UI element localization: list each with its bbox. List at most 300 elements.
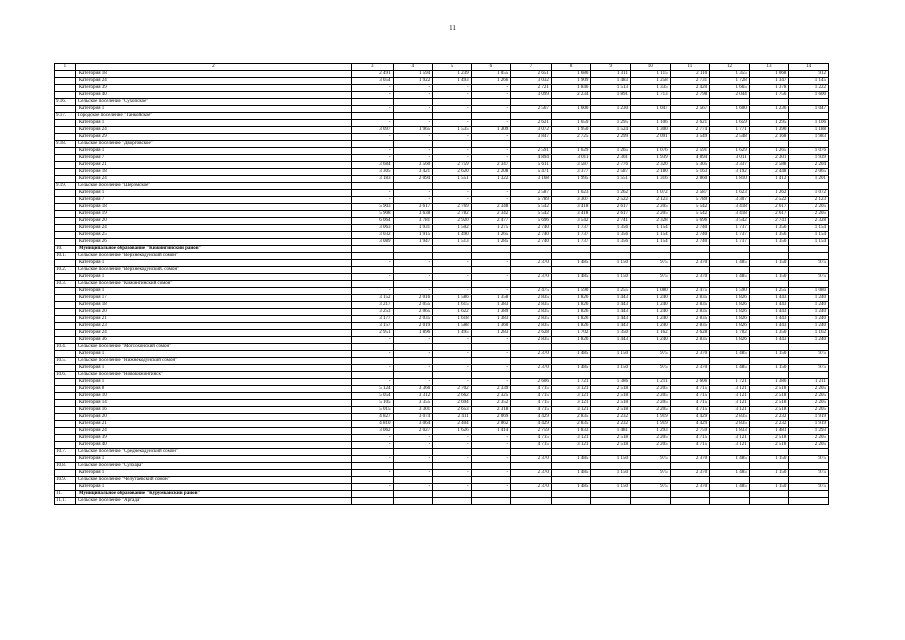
value-cell: 2 370 bbox=[511, 274, 552, 281]
row-number bbox=[55, 155, 76, 162]
value-cell: - bbox=[351, 365, 393, 372]
value-cell: 5 124 bbox=[351, 386, 393, 393]
empty-cell bbox=[789, 267, 829, 274]
empty-cell bbox=[393, 267, 433, 274]
value-cell: - bbox=[471, 148, 511, 155]
column-header: 6 bbox=[471, 64, 511, 71]
empty-cell bbox=[551, 183, 591, 190]
empty-cell bbox=[551, 99, 591, 106]
empty-cell bbox=[591, 491, 631, 498]
empty-cell bbox=[433, 281, 472, 288]
value-cell: 1 150 bbox=[749, 470, 789, 477]
table-row bbox=[55, 78, 829, 85]
value-cell: - bbox=[393, 456, 433, 463]
empty-cell bbox=[551, 449, 591, 456]
value-cell: 2 477 bbox=[471, 218, 511, 225]
settlement-row bbox=[55, 253, 829, 260]
value-cell: - bbox=[393, 197, 433, 204]
value-cell: 1 154 bbox=[631, 239, 671, 246]
value-cell: 1 240 bbox=[631, 309, 671, 316]
value-cell: 1 150 bbox=[591, 274, 631, 281]
empty-cell bbox=[433, 141, 472, 148]
value-cell: 2 662 bbox=[433, 393, 472, 400]
empty-cell bbox=[710, 449, 750, 456]
value-cell: 1 236 bbox=[749, 106, 789, 113]
value-cell: 1 106 bbox=[789, 120, 829, 127]
value-cell: - bbox=[471, 106, 511, 113]
value-cell: 3 121 bbox=[551, 435, 591, 442]
column-header: 4 bbox=[393, 64, 433, 71]
value-cell: - bbox=[471, 456, 511, 463]
value-cell: 1 588 bbox=[433, 323, 472, 330]
row-number bbox=[55, 421, 76, 428]
empty-cell bbox=[749, 491, 789, 498]
value-cell: 4 429 bbox=[670, 414, 710, 421]
empty-cell bbox=[670, 281, 710, 288]
value-cell: 1 047 bbox=[789, 106, 829, 113]
value-cell: 3 099 bbox=[511, 92, 552, 99]
value-cell: 1 443 bbox=[591, 337, 631, 344]
table-row bbox=[55, 106, 829, 113]
value-cell: 2 205 bbox=[789, 393, 829, 400]
value-cell: 3 089 bbox=[351, 239, 393, 246]
empty-cell bbox=[351, 491, 393, 498]
value-cell: - bbox=[393, 106, 433, 113]
value-cell: 1 356 bbox=[749, 239, 789, 246]
value-cell: 3 032 bbox=[351, 232, 393, 239]
value-cell: 1 915 bbox=[393, 232, 433, 239]
value-cell: 2 769 bbox=[433, 204, 472, 211]
empty-cell bbox=[789, 498, 829, 505]
value-cell: 1 265 bbox=[749, 148, 789, 155]
empty-cell bbox=[471, 113, 511, 120]
empty-cell bbox=[670, 246, 710, 253]
value-cell: 975 bbox=[789, 351, 829, 358]
value-cell: 5 789 bbox=[670, 197, 710, 204]
value-cell: 2 567 bbox=[511, 106, 552, 113]
empty-cell bbox=[591, 253, 631, 260]
value-cell: 2 835 bbox=[511, 316, 552, 323]
table-row bbox=[55, 197, 829, 204]
value-cell: 1 623 bbox=[551, 190, 591, 197]
value-cell: 3 011 bbox=[710, 155, 750, 162]
value-cell: - bbox=[433, 148, 472, 155]
value-cell: 1 150 bbox=[591, 260, 631, 267]
category-name: Категория 24 bbox=[75, 330, 351, 337]
row-number bbox=[55, 428, 76, 435]
value-cell: - bbox=[433, 442, 472, 449]
empty-cell bbox=[789, 183, 829, 190]
empty-cell bbox=[670, 253, 710, 260]
value-cell: 1 615 bbox=[433, 302, 472, 309]
value-cell: 3 337 bbox=[710, 162, 750, 169]
value-cell: 1 154 bbox=[631, 225, 671, 232]
empty-cell bbox=[670, 491, 710, 498]
empty-cell bbox=[551, 253, 591, 260]
column-header: 11 bbox=[670, 64, 710, 71]
empty-cell bbox=[631, 477, 671, 484]
value-cell: 1 293 bbox=[789, 428, 829, 435]
value-cell: 1 995 bbox=[551, 176, 591, 183]
value-cell: 2 617 bbox=[591, 204, 631, 211]
value-cell: 2 591 bbox=[670, 148, 710, 155]
category-name: Категория 17 bbox=[75, 295, 351, 302]
value-cell: - bbox=[471, 442, 511, 449]
value-cell: 2 740 bbox=[511, 225, 552, 232]
value-cell: 1 502 bbox=[433, 225, 472, 232]
value-cell: 975 bbox=[789, 274, 829, 281]
empty-cell bbox=[551, 358, 591, 365]
empty-cell bbox=[351, 246, 393, 253]
empty-cell bbox=[749, 113, 789, 120]
value-cell: 3 421 bbox=[393, 169, 433, 176]
empty-cell bbox=[749, 281, 789, 288]
empty-cell bbox=[670, 498, 710, 505]
settlement-row bbox=[55, 449, 829, 456]
empty-cell bbox=[511, 267, 552, 274]
empty-cell bbox=[511, 253, 552, 260]
value-cell: 1 154 bbox=[789, 239, 829, 246]
value-cell: 2 420 bbox=[670, 85, 710, 92]
value-cell: 2 232 bbox=[591, 421, 631, 428]
value-cell: 3 307 bbox=[551, 197, 591, 204]
empty-cell bbox=[749, 344, 789, 351]
settlement-row bbox=[55, 267, 829, 274]
value-cell: 1 383 bbox=[471, 302, 511, 309]
value-cell: 1 493 bbox=[433, 78, 472, 85]
value-cell: 3 847 bbox=[511, 134, 552, 141]
table-row bbox=[55, 134, 829, 141]
value-cell: 975 bbox=[631, 351, 671, 358]
value-cell: 1 258 bbox=[631, 78, 671, 85]
value-cell: - bbox=[433, 337, 472, 344]
value-cell: 4 715 bbox=[511, 400, 552, 407]
value-cell: 1 939 bbox=[789, 155, 829, 162]
empty-cell bbox=[551, 267, 591, 274]
value-cell: 1 265 bbox=[471, 232, 511, 239]
empty-cell bbox=[631, 498, 671, 505]
value-cell: 1 358 bbox=[471, 295, 511, 302]
row-number bbox=[55, 134, 76, 141]
row-number: 10.7. bbox=[55, 449, 76, 456]
value-cell: - bbox=[471, 351, 511, 358]
value-cell: 1 150 bbox=[591, 365, 631, 372]
empty-cell bbox=[591, 113, 631, 120]
value-cell: 1 154 bbox=[631, 232, 671, 239]
value-cell: 3 121 bbox=[710, 393, 750, 400]
table-row bbox=[55, 323, 829, 330]
value-cell: 1 600 bbox=[789, 92, 829, 99]
value-cell: - bbox=[471, 484, 511, 491]
value-cell: 1 939 bbox=[631, 155, 671, 162]
row-number: 9.16. bbox=[55, 99, 76, 106]
value-cell: 1 443 bbox=[749, 316, 789, 323]
category-name: Категория 40 bbox=[75, 92, 351, 99]
category-name: Категория 19 bbox=[75, 211, 351, 218]
category-name: Категория 1 bbox=[75, 484, 351, 491]
value-cell: 2 370 bbox=[511, 470, 552, 477]
municipality-name: Муниципальное образование "Курумканский район" bbox=[75, 491, 351, 498]
category-name: Категория 40 bbox=[75, 442, 351, 449]
value-cell: 1 756 bbox=[749, 92, 789, 99]
value-cell: - bbox=[393, 288, 433, 295]
empty-cell bbox=[710, 491, 750, 498]
value-cell: 975 bbox=[631, 365, 671, 372]
value-cell: 2 835 bbox=[670, 316, 710, 323]
value-cell: 1 622 bbox=[433, 309, 472, 316]
value-cell: 2 518 bbox=[591, 400, 631, 407]
empty-cell bbox=[631, 463, 671, 470]
empty-cell bbox=[511, 246, 552, 253]
value-cell: 3 121 bbox=[710, 400, 750, 407]
value-cell: 2 370 bbox=[670, 365, 710, 372]
empty-cell bbox=[351, 358, 393, 365]
value-cell: 1 443 bbox=[749, 309, 789, 316]
value-cell: 2 019 bbox=[393, 323, 433, 330]
value-cell: 3 121 bbox=[551, 400, 591, 407]
value-cell: 6 064 bbox=[351, 218, 393, 225]
value-cell: 1 659 bbox=[710, 120, 750, 127]
value-cell: 3 121 bbox=[551, 386, 591, 393]
value-cell: 2 491 bbox=[351, 71, 393, 78]
value-cell: 1 485 bbox=[710, 484, 750, 491]
value-cell: 2 318 bbox=[471, 407, 511, 414]
empty-cell bbox=[591, 463, 631, 470]
empty-cell bbox=[591, 449, 631, 456]
value-cell: 2 044 bbox=[710, 92, 750, 99]
column-header-row bbox=[55, 64, 829, 71]
value-cell: 2 055 bbox=[393, 302, 433, 309]
value-cell: 1 154 bbox=[789, 225, 829, 232]
value-cell: - bbox=[433, 134, 472, 141]
empty-cell bbox=[511, 372, 552, 379]
value-cell: - bbox=[471, 288, 511, 295]
value-cell: - bbox=[393, 337, 433, 344]
category-name: Категория 10 bbox=[75, 393, 351, 400]
value-cell: 2 232 bbox=[749, 421, 789, 428]
value-cell: 2 518 bbox=[591, 407, 631, 414]
value-cell: 1 721 bbox=[710, 379, 750, 386]
value-cell: 2 205 bbox=[789, 435, 829, 442]
value-cell: 1 737 bbox=[710, 239, 750, 246]
value-cell: 2 759 bbox=[433, 162, 472, 169]
empty-cell bbox=[393, 183, 433, 190]
value-cell: - bbox=[433, 365, 472, 372]
table-row bbox=[55, 148, 829, 155]
value-cell: 2 835 bbox=[710, 414, 750, 421]
value-cell: - bbox=[433, 92, 472, 99]
value-cell: 1 150 bbox=[591, 484, 631, 491]
empty-cell bbox=[351, 253, 393, 260]
value-cell: 1 265 bbox=[591, 148, 631, 155]
value-cell: 5 696 bbox=[511, 218, 552, 225]
value-cell: 2 205 bbox=[631, 442, 671, 449]
value-cell: 3 305 bbox=[351, 169, 393, 176]
value-cell: 2 301 bbox=[749, 155, 789, 162]
value-cell: - bbox=[393, 260, 433, 267]
row-number bbox=[55, 169, 76, 176]
empty-cell bbox=[393, 253, 433, 260]
empty-cell bbox=[551, 463, 591, 470]
value-cell: 4 715 bbox=[511, 435, 552, 442]
empty-cell bbox=[789, 358, 829, 365]
value-cell: 1 737 bbox=[710, 225, 750, 232]
value-cell: 1 919 bbox=[631, 414, 671, 421]
value-cell: 1 222 bbox=[789, 85, 829, 92]
value-cell: 1 356 bbox=[591, 232, 631, 239]
value-cell: 1 826 bbox=[710, 302, 750, 309]
empty-cell bbox=[670, 463, 710, 470]
value-cell: - bbox=[351, 456, 393, 463]
empty-cell bbox=[551, 477, 591, 484]
empty-cell bbox=[433, 113, 472, 120]
category-name: Категория 24 bbox=[75, 225, 351, 232]
value-cell: 4 715 bbox=[511, 407, 552, 414]
empty-cell bbox=[591, 358, 631, 365]
empty-cell bbox=[591, 498, 631, 505]
empty-cell bbox=[789, 141, 829, 148]
value-cell: 2 352 bbox=[471, 400, 511, 407]
empty-cell bbox=[393, 281, 433, 288]
value-cell: 1 931 bbox=[393, 225, 433, 232]
value-cell: 4 715 bbox=[670, 386, 710, 393]
table-row bbox=[55, 407, 829, 414]
value-cell: - bbox=[471, 365, 511, 372]
value-cell: 2 835 bbox=[511, 309, 552, 316]
empty-cell bbox=[551, 498, 591, 505]
value-cell: 1 495 bbox=[433, 330, 472, 337]
value-cell: 1 262 bbox=[591, 190, 631, 197]
value-cell: 3 684 bbox=[351, 162, 393, 169]
value-cell: 2 651 bbox=[511, 71, 552, 78]
row-number bbox=[55, 400, 76, 407]
value-cell: 1 513 bbox=[591, 85, 631, 92]
value-cell: 2 370 bbox=[511, 484, 552, 491]
value-cell: 4 715 bbox=[670, 393, 710, 400]
empty-cell bbox=[433, 358, 472, 365]
value-cell: - bbox=[471, 197, 511, 204]
value-cell: - bbox=[433, 260, 472, 267]
table-row bbox=[55, 232, 829, 239]
value-cell: 1 485 bbox=[710, 456, 750, 463]
category-name: Категория 1 bbox=[75, 148, 351, 155]
value-cell: 1 076 bbox=[631, 148, 671, 155]
value-cell: 2 522 bbox=[749, 197, 789, 204]
value-cell: 1 771 bbox=[710, 127, 750, 134]
row-number bbox=[55, 211, 76, 218]
value-cell: - bbox=[393, 351, 433, 358]
table-row bbox=[55, 85, 829, 92]
value-cell: 1 295 bbox=[749, 120, 789, 127]
value-cell: 1 600 bbox=[710, 106, 750, 113]
value-cell: 1 485 bbox=[551, 260, 591, 267]
value-cell: 2 328 bbox=[631, 218, 671, 225]
value-cell: 1 266 bbox=[471, 78, 511, 85]
value-cell: 2 065 bbox=[789, 169, 829, 176]
value-cell: 3 542 bbox=[710, 218, 750, 225]
value-cell: 2 404 bbox=[433, 421, 472, 428]
value-cell: - bbox=[433, 85, 472, 92]
value-cell: - bbox=[393, 435, 433, 442]
empty-cell bbox=[789, 113, 829, 120]
value-cell: 1 737 bbox=[710, 232, 750, 239]
value-cell: 4 810 bbox=[351, 421, 393, 428]
value-cell: 1 240 bbox=[789, 316, 829, 323]
empty-cell bbox=[351, 267, 393, 274]
row-number bbox=[55, 309, 76, 316]
table-row bbox=[55, 337, 829, 344]
empty-cell bbox=[670, 477, 710, 484]
value-cell: 2 617 bbox=[591, 211, 631, 218]
value-cell: 2 205 bbox=[631, 393, 671, 400]
value-cell: 1 068 bbox=[749, 71, 789, 78]
row-number bbox=[55, 78, 76, 85]
value-cell: 1 965 bbox=[393, 127, 433, 134]
settlement-row bbox=[55, 141, 829, 148]
settlement-name: Сельское поселение "Могсохонский сомон" bbox=[75, 344, 351, 351]
value-cell: 2 370 bbox=[670, 351, 710, 358]
value-cell: 1 072 bbox=[789, 190, 829, 197]
value-cell: 3 312 bbox=[393, 393, 433, 400]
value-cell: 4 715 bbox=[511, 393, 552, 400]
empty-cell bbox=[789, 463, 829, 470]
category-name: Категория 29 bbox=[75, 134, 351, 141]
empty-cell bbox=[351, 99, 393, 106]
value-cell: 2 621 bbox=[670, 120, 710, 127]
row-number bbox=[55, 127, 76, 134]
table-row bbox=[55, 428, 829, 435]
value-cell: 1 389 bbox=[471, 309, 511, 316]
category-name: Категория 1 bbox=[75, 190, 351, 197]
table-row bbox=[55, 295, 829, 302]
row-number bbox=[55, 85, 76, 92]
value-cell: 1 115 bbox=[631, 71, 671, 78]
row-number bbox=[55, 288, 76, 295]
value-cell: 912 bbox=[789, 71, 829, 78]
empty-cell bbox=[471, 491, 511, 498]
value-cell: 2 205 bbox=[789, 442, 829, 449]
empty-cell bbox=[471, 498, 511, 505]
value-cell: 2 518 bbox=[749, 407, 789, 414]
value-cell: 1 262 bbox=[749, 190, 789, 197]
tariff-table bbox=[54, 63, 829, 505]
row-number bbox=[55, 239, 76, 246]
category-name: Категория 24 bbox=[75, 428, 351, 435]
empty-cell bbox=[393, 141, 433, 148]
value-cell: - bbox=[393, 190, 433, 197]
empty-cell bbox=[631, 491, 671, 498]
value-cell: 975 bbox=[789, 484, 829, 491]
row-number bbox=[55, 379, 76, 386]
value-cell: 5 542 bbox=[511, 211, 552, 218]
value-cell: - bbox=[433, 456, 472, 463]
table-row bbox=[55, 414, 829, 421]
value-cell: 5 015 bbox=[351, 407, 393, 414]
column-header: 8 bbox=[551, 64, 591, 71]
value-cell: 1 846 bbox=[551, 85, 591, 92]
value-cell: 2 740 bbox=[670, 239, 710, 246]
value-cell: 1 293 bbox=[631, 428, 671, 435]
value-cell: 3 307 bbox=[710, 197, 750, 204]
value-cell: 2 205 bbox=[789, 407, 829, 414]
value-cell: 2 518 bbox=[749, 435, 789, 442]
value-cell: 1 240 bbox=[631, 323, 671, 330]
value-cell: 5 542 bbox=[511, 204, 552, 211]
value-cell: 1 909 bbox=[551, 78, 591, 85]
value-cell: 1 485 bbox=[710, 274, 750, 281]
value-cell: 1 626 bbox=[433, 428, 472, 435]
value-cell: 1 983 bbox=[789, 134, 829, 141]
